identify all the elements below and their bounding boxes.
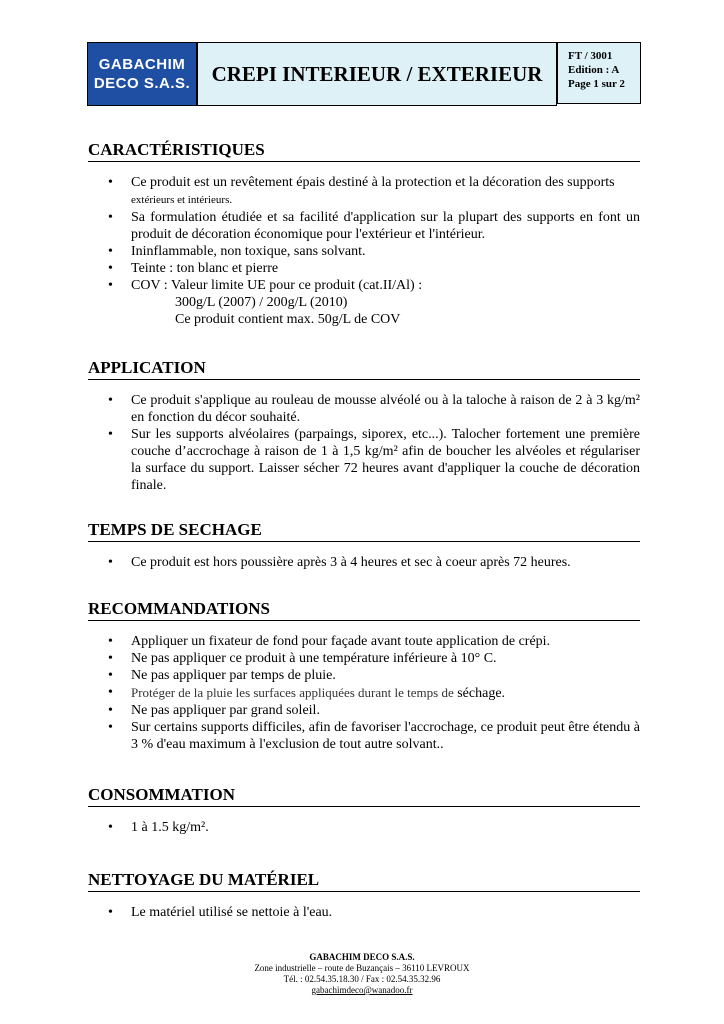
list-item: • Ne pas appliquer ce produit à une température inférieure à 10° C. [88,650,640,667]
list-item: • Teinte : ton blanc et pierre [88,260,640,277]
section-application [88,358,640,494]
list-item: • 1 à 1.5 kg/m². [88,819,640,836]
list-item: • Sur certains supports difficiles, afin de favoriser l'accrochage, ce produit peut être étendu à 3 % d'eau maximum à l'exclusion de tout autre solvant.. [88,719,640,753]
logo-line1: GABACHIM [98,56,186,73]
document-header [87,42,643,106]
section-recommandations [88,599,640,753]
document-title: CREPI INTERIEUR / EXTERIEUR [197,42,557,106]
list-item [88,684,640,702]
footer-company: GABACHIM DECO S.A.S. [309,952,415,962]
section-title: APPLICATION [88,358,640,380]
section-title: NETTOYAGE DU MATÉRIEL [88,870,640,892]
section-title: CARACTÉRISTIQUES [88,140,640,162]
bullet-list [88,174,640,328]
list-item: • Ne pas appliquer par temps de pluie. [88,667,640,684]
list-item: • Ininflammable, non toxique, sans solvant. [88,243,640,260]
item-text-small: extérieurs et intérieurs. [131,194,233,206]
document-info [557,42,641,104]
reference: FT / 3001 [568,50,613,62]
footer-email-link[interactable]: gabachimdeco@wanadoo.fr [311,985,413,995]
item-text: COV : Valeur limite UE pour ce produit (cat.II/Al) : [131,278,423,293]
edition: Edition : A [568,64,620,76]
bullet-list [88,904,640,921]
footer-phone: Tél. : 02.54.35.18.30 / Fax : 02.54.35.32.96 [283,974,441,984]
list-item: • Appliquer un fixateur de fond pour façade avant toute application de crépi. [88,633,640,650]
list-item: • Sa formulation étudiée et sa facilité d'application sur la plupart des supports en font un produit de décoration économique pour l'extérieur et l'intérieur. [88,209,640,243]
section-sechage [88,520,640,571]
page-number: Page 1 sur 2 [568,78,625,90]
list-item: • Ne pas appliquer par grand soleil. [88,702,640,719]
logo-line2: DECO S.A.S. [93,75,191,92]
item-text: Protéger de la pluie les surfaces appliquées durant le temps de [131,685,454,700]
list-item [88,174,640,209]
section-title: RECOMMANDATIONS [88,599,640,621]
item-text: Ce produit est un revêtement épais destiné à la protection et la décoration des supports [131,175,615,190]
bullet-list [88,819,640,836]
section-consommation [88,785,640,836]
section-caracteristiques [88,140,640,328]
item-text-indent: 300g/L (2007) / 200g/L (2010) [175,295,348,310]
section-title: CONSOMMATION [88,785,640,807]
bullet-list [88,633,640,753]
section-title: TEMPS DE SECHAGE [88,520,640,542]
item-text: séchage. [457,686,506,701]
page-footer [0,952,724,996]
list-item: • Sur les supports alvéolaires (parpaings, siporex, etc...). Talocher fortement une première couche d’accrochage à raison de 1 à 1,5 kg/m² afin de boucher les alvéoles et régulariser la surface du support. Laisser sécher 72 heures avant d'appliquer la couche de décoration finale. [88,426,640,494]
list-item: • Ce produit s'applique au rouleau de mousse alvéolé ou à la taloche à raison de 2 à 3 kg/m² en fonction du décor souhaité. [88,392,640,426]
bullet-list [88,554,640,571]
list-item: • Le matériel utilisé se nettoie à l'eau. [88,904,640,921]
company-logo [87,42,197,106]
list-item [88,277,640,328]
list-item: • Ce produit est hors poussière après 3 à 4 heures et sec à coeur après 72 heures. [88,554,640,571]
item-text-indent: Ce produit contient max. 50g/L de COV [175,312,401,327]
footer-address: Zone industrielle – route de Buzançais – 36110 LEVROUX [254,963,470,973]
section-nettoyage [88,870,640,921]
bullet-list [88,392,640,494]
